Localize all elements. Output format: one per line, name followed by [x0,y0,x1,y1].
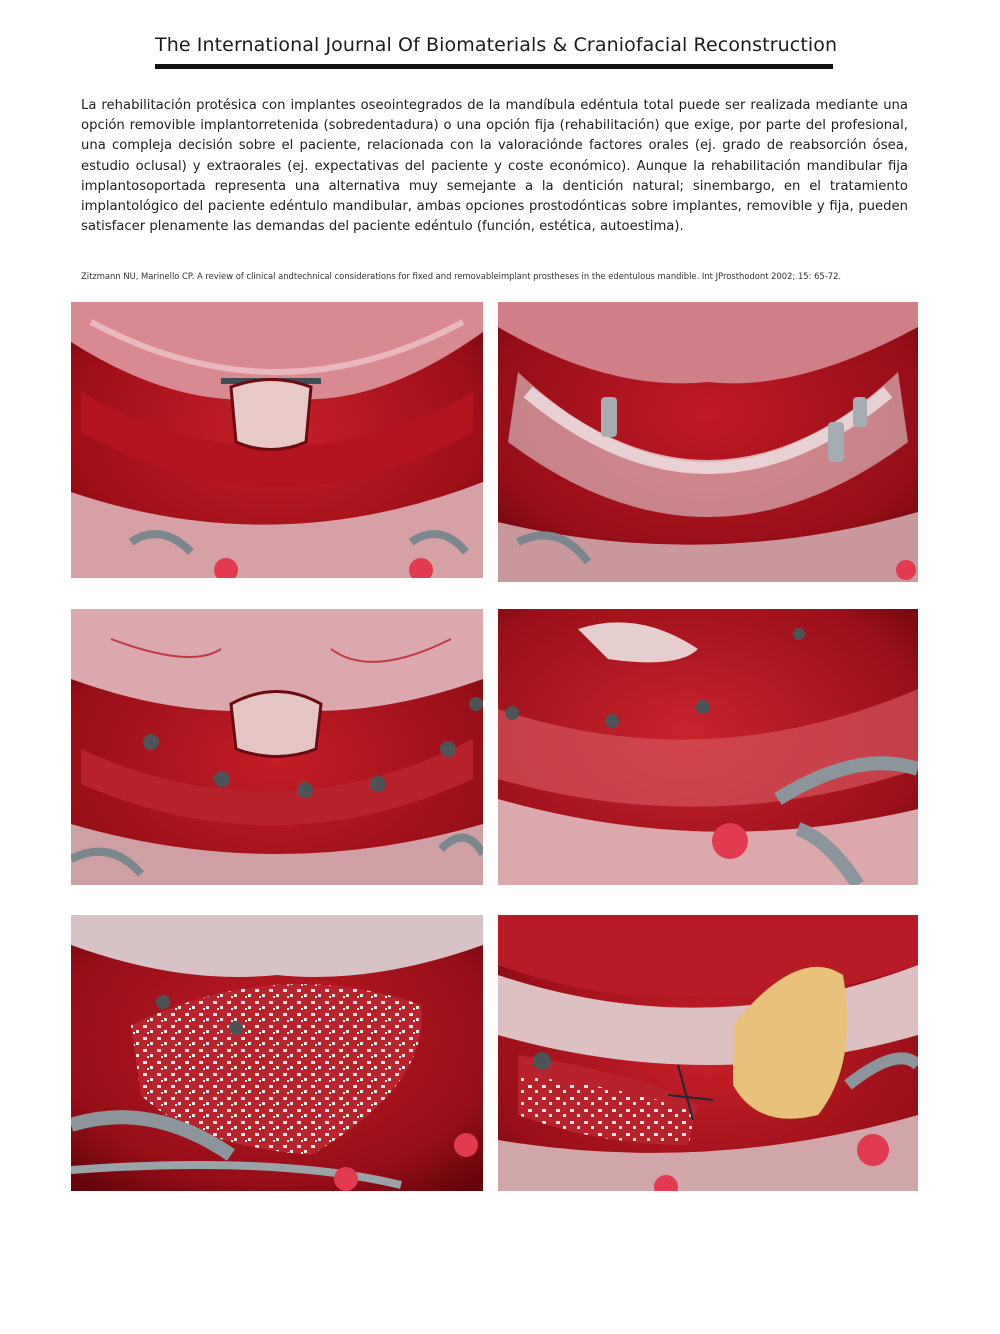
reference-citation: Zitzmann NU, Marinello CP. A review of clinical andtechnical considerations for fixed and removableimplant prostheses in the edentulous mandible. Int JProsthodont 2002; 15: 65-72. [81,271,842,281]
abstract-paragraph: La rehabilitación protésica con implantes oseointegrados de la mandíbula edéntula total puede ser realizada mediante una opción removible implantorretenida (sobredentadura) o una opción fija (rehabilitación) que exige, por parte del profesional, una compleja decisión sobre el paciente, relacionada con la valoraciónde factores orales (ej. grado de reabsorción ósea, estudio oclusal) y extraorales (ej. expectativas del paciente y coste económico). Aunque la rehabilitación mandibular fija implantosoportada representa una alternativa muy semejante a la dentición natural; sinembargo, en el tratamiento implantológico del paciente edéntulo mandibular, ambas opciones prostodónticas sobre implantes, removible y fija, pueden satisfacer plenamente las demandas del paciente edéntulo (función, estética, autoestima). [81,98,908,235]
clinical-photo-2 [498,302,918,582]
clinical-photo-3 [71,609,483,885]
clinical-photo-4 [498,609,918,885]
clinical-photo-1 [71,302,483,578]
journal-title: The International Journal Of Biomaterials & Craniofacial Reconstruction [155,34,838,56]
clinical-photo-5 [71,915,483,1191]
header-rule [155,64,833,69]
journal-header [155,30,838,69]
clinical-photo-6 [498,915,918,1191]
